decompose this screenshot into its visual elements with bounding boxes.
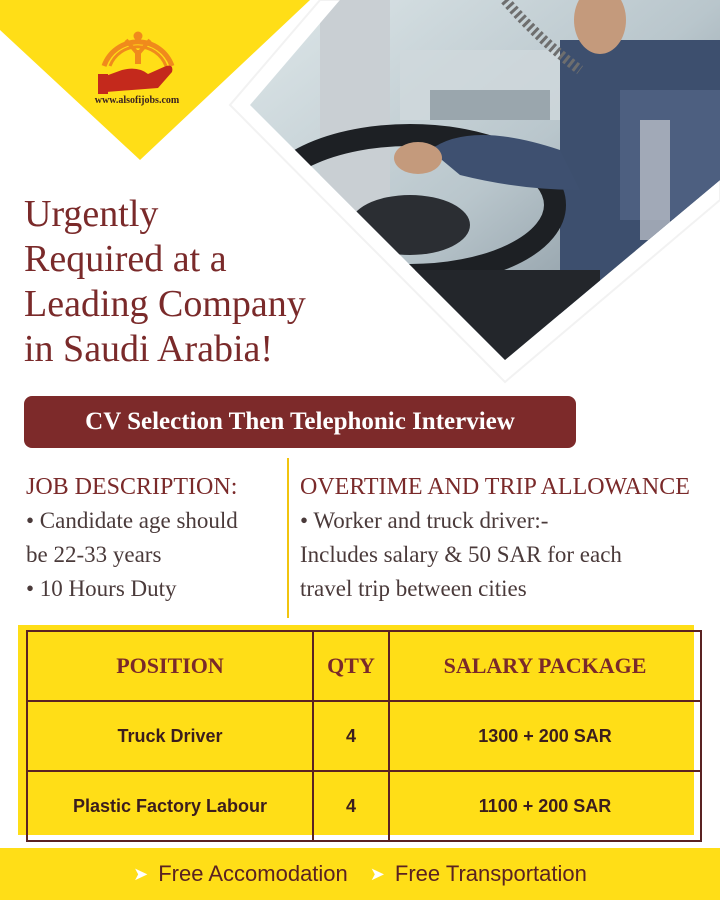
job-description-heading: JOB DESCRIPTION: xyxy=(26,474,238,500)
allowance-line: travel trip between cities xyxy=(300,576,527,601)
header-qty: QTY xyxy=(313,631,389,701)
benefit-item xyxy=(133,861,348,887)
arrow-right-icon: ➤ xyxy=(133,863,149,884)
job-description xyxy=(26,470,284,606)
cell-position: Plastic Factory Labour xyxy=(27,771,313,841)
benefit-item xyxy=(370,861,587,887)
job-description-line: • 10 Hours Duty xyxy=(26,576,177,601)
allowance-info xyxy=(300,470,718,606)
cell-qty: 4 xyxy=(313,701,389,771)
header-position: POSITION xyxy=(27,631,313,701)
column-divider xyxy=(287,458,289,618)
cell-qty: 4 xyxy=(313,771,389,841)
allowance-heading: OVERTIME AND TRIP ALLOWANCE xyxy=(300,474,690,500)
table-row xyxy=(27,771,701,841)
headline-line-4: in Saudi Arabia! xyxy=(24,328,274,370)
cell-position: Truck Driver xyxy=(27,701,313,771)
allowance-line: Includes salary & 50 SAR for each xyxy=(300,542,622,567)
header-salary: SALARY PACKAGE xyxy=(389,631,701,701)
cell-salary: 1300 + 200 SAR xyxy=(389,701,701,771)
headline-line-1: Urgently xyxy=(24,193,159,235)
table-row xyxy=(27,701,701,771)
benefit-label: Free Accomodation xyxy=(158,861,348,886)
arrow-right-icon: ➤ xyxy=(369,863,385,884)
allowance-line: • Worker and truck driver:- xyxy=(300,508,549,533)
job-description-line: • Candidate age should xyxy=(26,508,238,533)
table-header-row xyxy=(27,631,701,701)
website-url: www.alsofijobs.com xyxy=(94,95,180,106)
cell-salary: 1100 + 200 SAR xyxy=(389,771,701,841)
benefits-footer xyxy=(0,848,720,900)
benefit-label: Free Transportation xyxy=(394,861,587,886)
headline-line-2: Required at a xyxy=(24,238,227,280)
headline xyxy=(24,192,404,372)
headline-line-3: Leading Company xyxy=(24,283,306,325)
positions-table xyxy=(26,630,702,842)
job-description-line: be 22-33 years xyxy=(26,542,162,567)
selection-banner: CV Selection Then Telephonic Interview xyxy=(24,396,576,448)
